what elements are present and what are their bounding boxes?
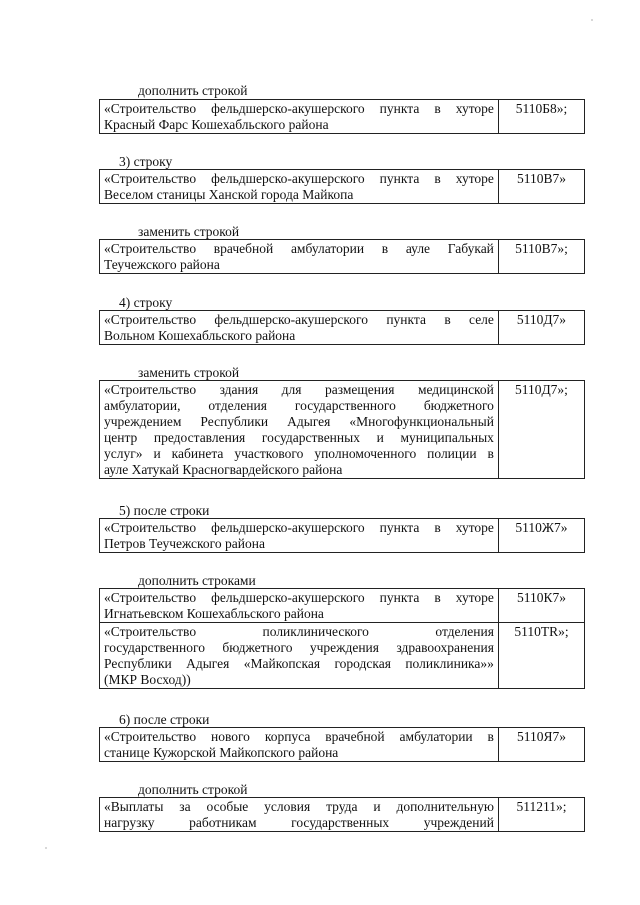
row-text-line: Теучежского района bbox=[104, 257, 220, 272]
row-text-cell bbox=[100, 623, 499, 689]
row-text-cell bbox=[100, 519, 499, 553]
scan-speck bbox=[591, 19, 593, 21]
row-text-cell bbox=[100, 100, 499, 134]
table-row bbox=[100, 381, 585, 479]
instruction-label: дополнить строкой bbox=[138, 782, 248, 797]
row-text-line: «Строительство фельдшерско-акушерского пункта в хуторе bbox=[104, 590, 494, 605]
amendment-table bbox=[99, 169, 585, 204]
row-text-line: амбулатории, отделения государственного бюджетного bbox=[104, 398, 494, 413]
row-text-line: «Строительство фельдшерско-акушерского пункта в хуторе bbox=[104, 171, 494, 186]
row-text-line: государственного бюджетного учреждения здравоохранения bbox=[104, 640, 494, 655]
row-text-line: нагрузку работникам государственных учреждений bbox=[104, 815, 494, 830]
scan-speck bbox=[45, 847, 47, 849]
amendment-table bbox=[99, 518, 585, 553]
amendment-table bbox=[99, 380, 585, 479]
instruction-label: дополнить строкой bbox=[138, 83, 248, 98]
row-code-cell: 5110К7» bbox=[498, 589, 584, 623]
amendment-table bbox=[99, 99, 585, 134]
row-text-cell bbox=[100, 311, 499, 345]
table-row bbox=[100, 728, 585, 762]
amendment-table bbox=[99, 588, 585, 689]
row-text-cell bbox=[100, 170, 499, 204]
row-text-cell bbox=[100, 589, 499, 623]
row-text-line: Вольном Кошехабльского района bbox=[104, 328, 296, 343]
row-text-line: станице Кужорской Майкопского района bbox=[104, 745, 339, 760]
amendment-table bbox=[99, 797, 585, 832]
row-text-line: Республики Адыгея «Майкопская городская поликлиника»» bbox=[104, 656, 494, 671]
row-code-cell: 5110Б8»; bbox=[498, 100, 584, 134]
row-text-line: «Строительство поликлинического отделения bbox=[104, 624, 494, 639]
table-row bbox=[100, 100, 585, 134]
row-text-line: «Строительство здания для размещения медицинской bbox=[104, 382, 494, 397]
row-text-line: Веселом станицы Ханской города Майкопа bbox=[104, 187, 354, 202]
row-text-cell bbox=[100, 381, 499, 479]
row-text-line: «Строительство фельдшерско-акушерского пункта в хуторе bbox=[104, 520, 494, 535]
table-row bbox=[100, 311, 585, 345]
amendment-table bbox=[99, 310, 585, 345]
table-row bbox=[100, 589, 585, 623]
row-text-line: «Строительство фельдшерско-акушерского пункта в селе bbox=[104, 312, 494, 327]
amendment-table bbox=[99, 239, 585, 274]
row-text-line: учреждением Республики Адыгея «Многофункциональный bbox=[104, 414, 494, 429]
amendment-table bbox=[99, 727, 585, 762]
row-code-cell: 5110Д7»; bbox=[498, 381, 584, 479]
row-text-line: ауле Хатукай Красногвардейского района bbox=[104, 462, 343, 477]
row-text-line: Красный Фарс Кошехабльского района bbox=[104, 117, 329, 132]
row-text-line: «Выплаты за особые условия труда и дополнительную bbox=[104, 799, 494, 814]
row-text-line: центр предоставления государственных и муниципальных bbox=[104, 430, 494, 445]
row-code-cell: 5110Я7» bbox=[498, 728, 584, 762]
row-code-cell: 511211»; bbox=[498, 798, 584, 832]
table-row bbox=[100, 623, 585, 689]
row-text-line: услуг» и кабинета участкового уполномоченного полиции в bbox=[104, 446, 494, 461]
row-text-line: «Строительство фельдшерско-акушерского пункта в хуторе bbox=[104, 101, 494, 116]
row-text-line: Петров Теучежского района bbox=[104, 536, 265, 551]
table-row bbox=[100, 798, 585, 832]
table-row bbox=[100, 170, 585, 204]
instruction-label: заменить строкой bbox=[138, 365, 240, 380]
row-text-cell bbox=[100, 728, 499, 762]
instruction-label: 5) после строки bbox=[119, 503, 210, 518]
instruction-label: 3) строку bbox=[119, 154, 173, 169]
row-code-cell: 5110В7» bbox=[498, 170, 584, 204]
row-text-line: Игнатьевском Кошехабльского района bbox=[104, 606, 324, 621]
row-code-cell: 5110В7»; bbox=[498, 240, 584, 274]
row-text-line: «Строительство нового корпуса врачебной амбулатории в bbox=[104, 729, 494, 744]
table-row bbox=[100, 519, 585, 553]
row-text-line: (МКР Восход)) bbox=[104, 672, 191, 687]
row-code-cell: 5110Д7» bbox=[498, 311, 584, 345]
instruction-label: 4) строку bbox=[119, 295, 173, 310]
row-code-cell: 5110Ж7» bbox=[498, 519, 584, 553]
instruction-label: заменить строкой bbox=[138, 224, 240, 239]
instruction-label: дополнить строками bbox=[138, 573, 256, 588]
row-code-cell: 5110TR»; bbox=[498, 623, 584, 689]
row-text-cell bbox=[100, 798, 499, 832]
row-text-line: «Строительство врачебной амбулатории в ауле Габукай bbox=[104, 241, 494, 256]
table-row bbox=[100, 240, 585, 274]
instruction-label: 6) после строки bbox=[119, 712, 210, 727]
row-text-cell bbox=[100, 240, 499, 274]
